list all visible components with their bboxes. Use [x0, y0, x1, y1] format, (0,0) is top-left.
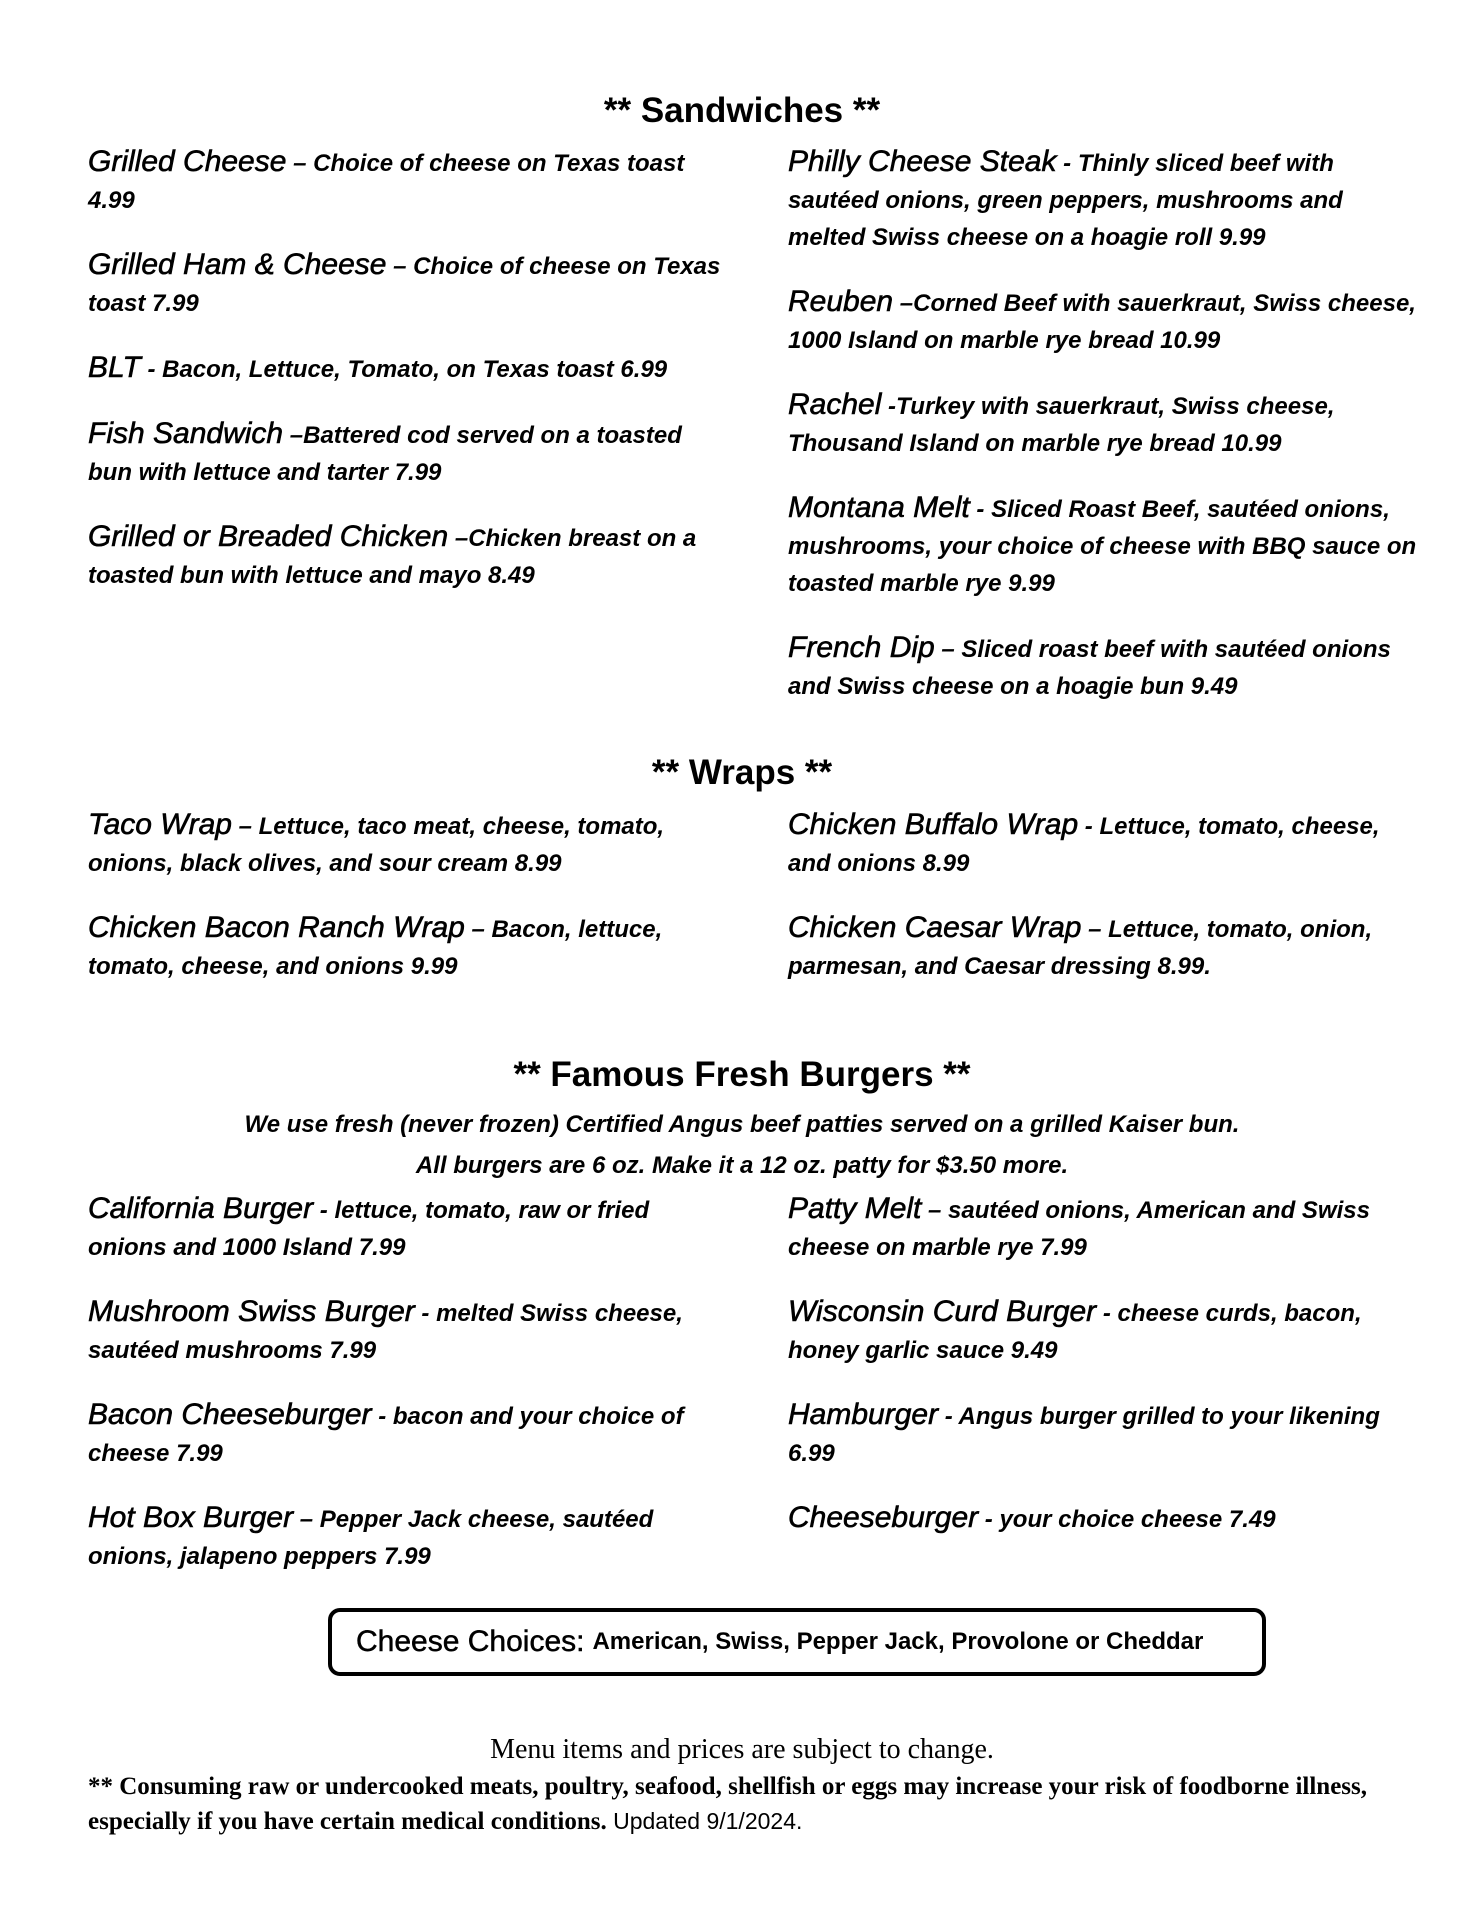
item-name: Philly Cheese Steak [788, 145, 1057, 178]
menu-item [88, 1293, 728, 1369]
item-name: Cheeseburger [788, 1501, 979, 1534]
menu-item [788, 386, 1418, 462]
item-description: – Pepper Jack cheese, sautéed onions, jalapeno peppers 7.99 [88, 1506, 654, 1570]
disclaimer-text: ** Consuming raw or undercooked meats, poultry, seafood, shellfish or eggs may increase your risk of foodborne illness, especially if you have certain medical conditions. [88, 1773, 1367, 1835]
item-description: - your choice cheese 7.49 [978, 1506, 1276, 1533]
item-description: - Bacon, Lettuce, Tomato, on Texas toast 6.99 [140, 356, 668, 383]
item-description: – Bacon, lettuce, tomato, cheese, and onions 9.99 [88, 916, 663, 980]
item-description: –Battered cod served on a toasted bun with lettuce and tarter 7.99 [88, 422, 682, 486]
item-description: – Lettuce, taco meat, cheese, tomato, onions, black olives, and sour cream 8.99 [88, 813, 665, 877]
item-name: Mushroom Swiss Burger [88, 1295, 415, 1328]
wraps-left-column [88, 806, 728, 1012]
menu-item [88, 1190, 728, 1266]
item-name: Fish Sandwich [88, 417, 284, 450]
menu-item [788, 629, 1418, 705]
sandwiches-left-column [88, 143, 728, 621]
item-name: Chicken Bacon Ranch Wrap [88, 911, 465, 944]
item-name: Grilled Cheese [88, 145, 287, 178]
item-description: - Thinly sliced beef with sautéed onions, green peppers, mushrooms and melted Swiss cheese on a hoagie roll 9.99 [788, 150, 1343, 251]
item-name: French Dip [788, 631, 935, 664]
item-description: – Sliced roast beef with sautéed onions and Swiss cheese on a hoagie bun 9.49 [788, 636, 1391, 700]
cheese-choices-box [328, 1608, 1266, 1676]
item-description: - Sliced Roast Beef, sautéed onions, mushrooms, your choice of cheese with BBQ sauce on toasted marble rye 9.99 [788, 496, 1417, 597]
item-description: –Corned Beef with sauerkraut, Swiss cheese, 1000 Island on marble rye bread 10.99 [788, 290, 1416, 354]
item-name: BLT [88, 351, 141, 384]
item-name: Reuben [788, 285, 894, 318]
item-name: Wisconsin Curd Burger [788, 1295, 1097, 1328]
item-description: –Chicken breast on a toasted bun with lettuce and mayo 8.49 [88, 525, 697, 589]
wraps-heading: ** Wraps ** [651, 753, 833, 792]
item-name: Hamburger [788, 1398, 939, 1431]
updated-date: Updated 9/1/2024. [606, 1808, 803, 1834]
item-name: Rachel [788, 388, 882, 421]
burgers-left-column [88, 1190, 728, 1602]
wraps-right-column [788, 806, 1418, 1012]
menu-item [88, 518, 728, 594]
item-description: – Choice of cheese on Texas toast 4.99 [88, 150, 685, 214]
menu-item [88, 1396, 728, 1472]
burgers-intro-line2: All burgers are 6 oz. Make it a 12 oz. patty for $3.50 more. [415, 1152, 1069, 1179]
menu-item [88, 806, 728, 882]
burgers-right-column [788, 1190, 1418, 1565]
price-change-notice: Menu items and prices are subject to change. [490, 1734, 994, 1765]
item-name: Grilled Ham & Cheese [88, 248, 387, 281]
cheese-choices-options: American, Swiss, Pepper Jack, Provolone or Cheddar [592, 1628, 1204, 1655]
sandwiches-right-column [788, 143, 1418, 732]
menu-item [88, 246, 728, 322]
burgers-intro-line1: We use fresh (never frozen) Certified Angus beef patties served on a grilled Kaiser bun. [244, 1111, 1240, 1138]
sandwiches-heading: ** Sandwiches ** [603, 91, 881, 130]
menu-item [788, 489, 1418, 602]
menu-item [788, 1396, 1418, 1472]
menu-item [88, 1499, 728, 1575]
menu-item [788, 1190, 1418, 1266]
item-name: California Burger [88, 1192, 314, 1225]
item-description: – Lettuce, tomato, onion, parmesan, and Caesar dressing 8.99. [788, 916, 1373, 980]
item-description: – sautéed onions, American and Swiss cheese on marble rye 7.99 [788, 1197, 1370, 1261]
menu-item [788, 1293, 1418, 1369]
menu-item [788, 143, 1418, 256]
menu-item [88, 415, 728, 491]
item-description: – Choice of cheese on Texas toast 7.99 [88, 253, 721, 317]
menu-item [788, 1499, 1418, 1538]
item-description: - bacon and your choice of cheese 7.99 [88, 1403, 684, 1467]
item-name: Patty Melt [788, 1192, 922, 1225]
item-description: - cheese curds, bacon, honey garlic sauce 9.49 [788, 1300, 1362, 1364]
item-name: Chicken Caesar Wrap [788, 911, 1082, 944]
menu-item [788, 909, 1418, 985]
item-description: - Lettuce, tomato, cheese, and onions 8.99 [788, 813, 1380, 877]
item-description: - melted Swiss cheese, sautéed mushrooms 7.99 [88, 1300, 683, 1364]
item-name: Bacon Cheeseburger [88, 1398, 372, 1431]
menu-item [788, 283, 1418, 359]
item-name: Grilled or Breaded Chicken [88, 520, 449, 553]
menu-item [88, 349, 728, 388]
menu-item [788, 806, 1418, 882]
burgers-heading: ** Famous Fresh Burgers ** [513, 1055, 971, 1094]
menu-item [88, 909, 728, 985]
item-description: - lettuce, tomato, raw or fried onions and 1000 Island 7.99 [88, 1197, 650, 1261]
item-name: Taco Wrap [88, 808, 232, 841]
cheese-choices-label: Cheese Choices: [356, 1625, 585, 1658]
health-disclaimer [88, 1770, 1408, 1839]
menu-item [88, 143, 728, 219]
item-name: Chicken Buffalo Wrap [788, 808, 1079, 841]
item-description: -Turkey with sauerkraut, Swiss cheese, Thousand Island on marble rye bread 10.99 [788, 393, 1335, 457]
item-name: Montana Melt [788, 491, 970, 524]
item-name: Hot Box Burger [88, 1501, 294, 1534]
item-description: - Angus burger grilled to your likening 6.99 [788, 1403, 1380, 1467]
